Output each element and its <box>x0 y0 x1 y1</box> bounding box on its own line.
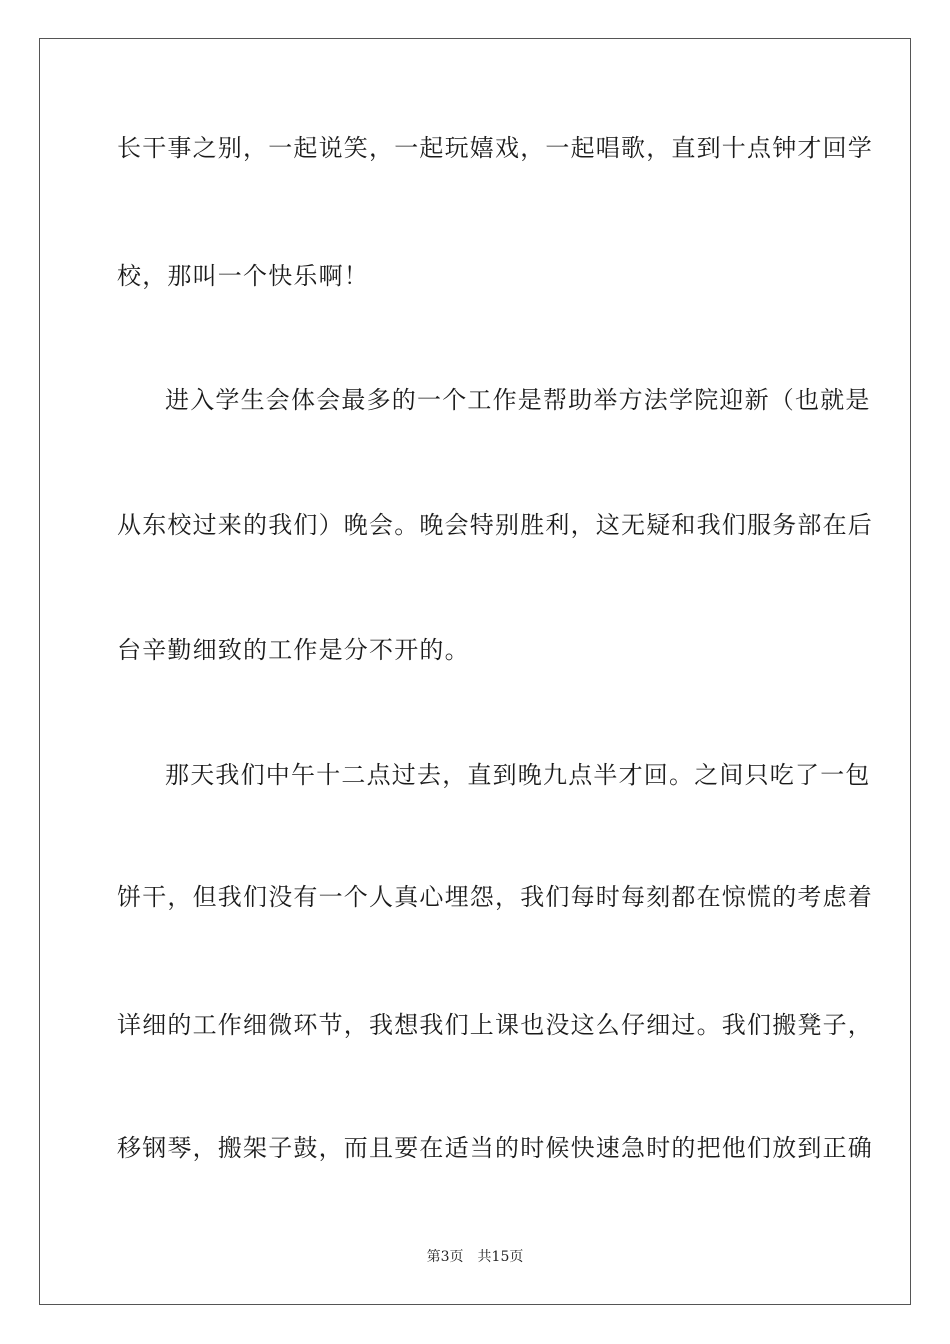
text-line-3: 进入学生会体会最多的一个工作是帮助举方法学院迎新（也就是 <box>165 386 871 414</box>
page-number: 第3页 <box>426 1249 464 1265</box>
text-line-9: 移钢琴，搬架子鼓，而且要在适当的时候快速急时的把他们放到正确 <box>117 1134 873 1162</box>
page-total: 共15页 <box>477 1249 524 1265</box>
text-line-5: 台辛勤细致的工作是分不开的。 <box>117 636 470 664</box>
text-line-6: 那天我们中午十二点过去，直到晚九点半才回。之间只吃了一包 <box>165 761 871 789</box>
page-frame <box>39 38 911 1305</box>
page-footer <box>0 1248 950 1266</box>
text-line-4: 从东校过来的我们）晚会。晚会特别胜利，这无疑和我们服务部在后 <box>117 511 873 539</box>
text-line-1: 长干事之别，一起说笑，一起玩嬉戏，一起唱歌，直到十点钟才回学 <box>117 134 873 162</box>
text-line-8: 详细的工作细微环节，我想我们上课也没这么仔细过。我们搬凳子， <box>117 1011 873 1039</box>
text-line-7: 饼干，但我们没有一个人真心埋怨，我们每时每刻都在惊慌的考虑着 <box>117 883 873 911</box>
text-line-2: 校，那叫一个快乐啊！ <box>117 262 369 290</box>
